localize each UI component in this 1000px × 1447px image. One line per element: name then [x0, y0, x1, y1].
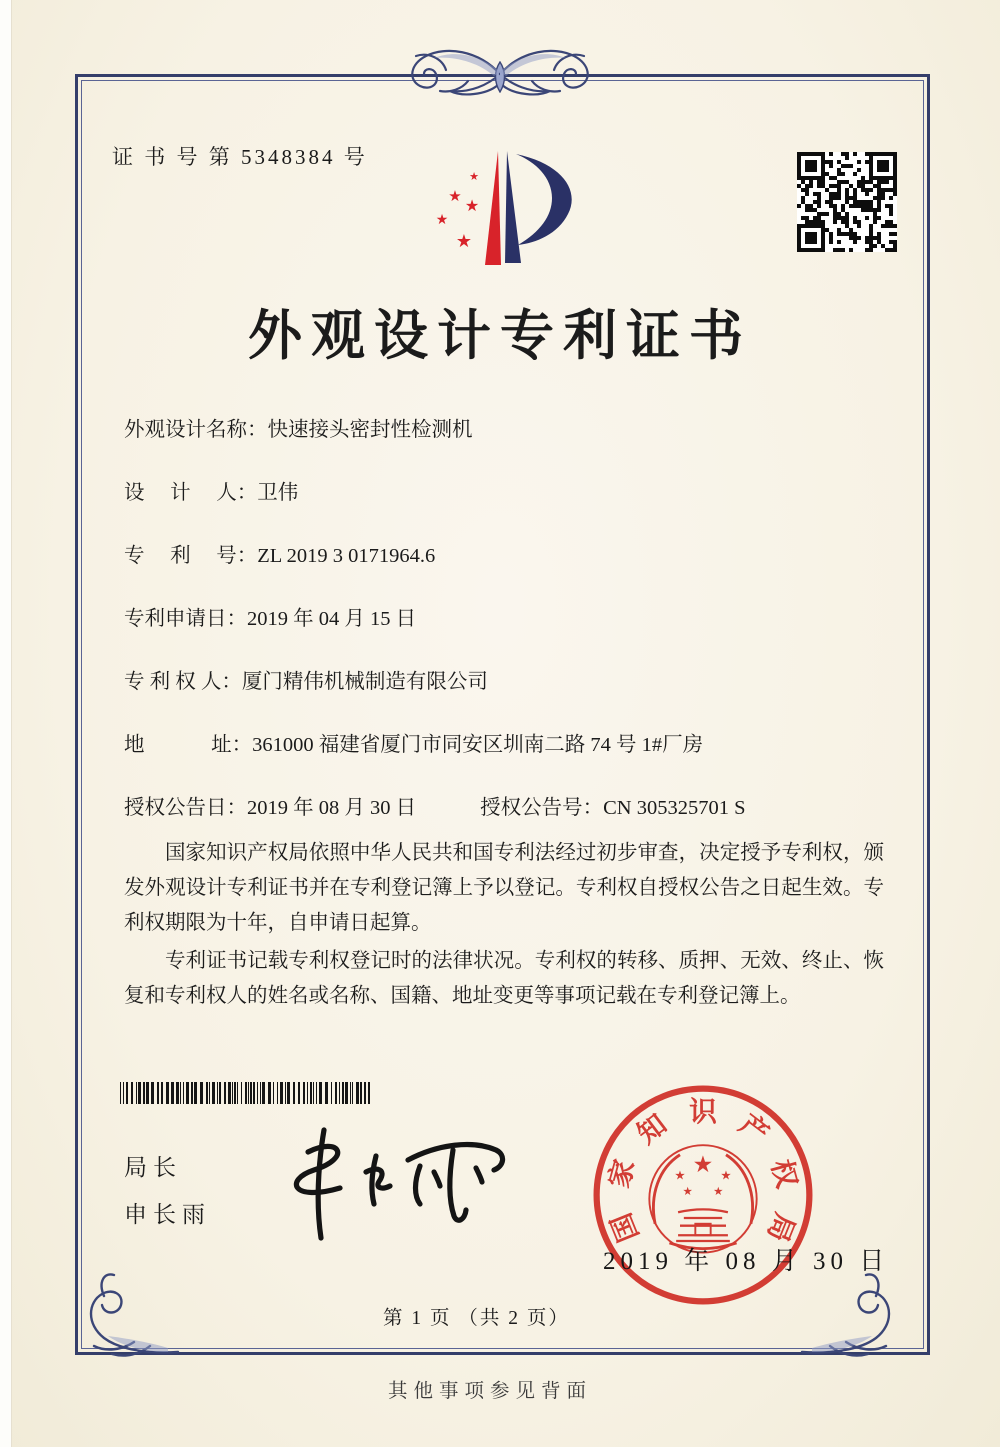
field-label: 授权公告日： — [124, 797, 247, 819]
cnipa-logo-icon — [428, 146, 578, 286]
field-value: CN 305325701 S — [603, 797, 746, 819]
signature-script — [248, 1120, 518, 1245]
field-value: 361000 福建省厦门市同安区圳南二路 74 号 1#厂房 — [252, 734, 704, 756]
field-value: ZL 2019 3 0171964.6 — [257, 545, 436, 567]
svg-text:★: ★ — [674, 1168, 686, 1183]
bottom-left-corner-flourish — [48, 1270, 180, 1366]
field-label: 专利申请日： — [124, 608, 247, 630]
field-label: 授权公告号： — [480, 797, 604, 819]
officer-name: 申长雨 — [124, 1202, 211, 1227]
svg-text:★: ★ — [682, 1186, 693, 1198]
top-center-flourish-ornament — [352, 40, 648, 106]
field-design-name — [124, 412, 914, 475]
svg-text:★: ★ — [720, 1168, 732, 1183]
svg-text:权: 权 — [764, 1156, 803, 1192]
field-filing-date — [124, 601, 914, 664]
field-label: 专 利 号： — [124, 545, 258, 567]
svg-text:★: ★ — [448, 187, 462, 205]
emblem-stars — [674, 1152, 731, 1198]
svg-text:局: 局 — [760, 1208, 800, 1246]
field-patentee — [124, 664, 914, 727]
seal-date: 2019 年 08 月 30 日 — [603, 1248, 890, 1275]
barcode — [120, 1082, 372, 1104]
field-value: 快速接头密封性检测机 — [267, 419, 473, 441]
logo-red-cone — [485, 151, 501, 265]
scan-paper-edge — [0, 0, 12, 1447]
field-patent-number — [124, 538, 914, 601]
field-address — [124, 727, 914, 790]
legal-paragraph-1: 国家知识产权局依照中华人民共和国专利法经过初步审查，决定授予专利权，颁发外观设计专利证书并在专利登记簿上予以登记。专利权自授权公告之日起生效。专利权期限为十年，自申请日起算。 — [124, 842, 884, 934]
svg-text:★: ★ — [692, 1152, 714, 1177]
svg-text:识: 识 — [689, 1097, 717, 1129]
svg-text:★: ★ — [713, 1186, 724, 1198]
field-label: 专 利 权 人： — [124, 671, 242, 693]
field-designer — [124, 475, 914, 538]
field-list — [124, 412, 914, 853]
officer-title: 局长 — [124, 1155, 182, 1180]
bottom-right-corner-flourish — [800, 1270, 932, 1366]
certificate-title: 外观设计专利证书 — [248, 306, 752, 366]
field-value: 2019 年 04 月 15 日 — [247, 608, 417, 630]
svg-text:国: 国 — [606, 1208, 646, 1246]
svg-text:★: ★ — [455, 231, 473, 252]
svg-text:★: ★ — [464, 196, 480, 215]
field-value: 2019 年 08 月 30 日 — [247, 797, 417, 819]
back-side-note: 其他事项参见背面 — [388, 1381, 593, 1402]
page-number: 第 1 页 （共 2 页） — [383, 1308, 570, 1329]
field-label: 设 计 人： — [124, 482, 258, 504]
svg-text:产: 产 — [733, 1108, 775, 1151]
svg-text:家: 家 — [603, 1156, 642, 1192]
legal-paragraph-2: 专利证书记载专利权登记时的法律状况。专利权的转移、质押、无效、终止、恢复和专利权人的姓名或名称、国籍、地址变更等事项记载在专利登记簿上。 — [124, 950, 884, 1007]
svg-text:★: ★ — [435, 212, 449, 228]
field-label: 地 址： — [124, 734, 253, 756]
certificate-number: 证 书 号 第 5348384 号 — [112, 145, 368, 169]
logo-navy-blade — [505, 151, 521, 263]
field-value: 厦门精伟机械制造有限公司 — [241, 671, 488, 693]
logo-stars — [436, 170, 479, 252]
svg-text:★: ★ — [469, 170, 479, 183]
qr-code — [797, 152, 897, 252]
logo-p-bowl — [516, 154, 572, 245]
svg-text:知: 知 — [631, 1108, 673, 1151]
field-label: 外观设计名称： — [124, 419, 268, 441]
field-value: 卫伟 — [257, 482, 299, 504]
legal-text-block — [124, 836, 884, 1017]
